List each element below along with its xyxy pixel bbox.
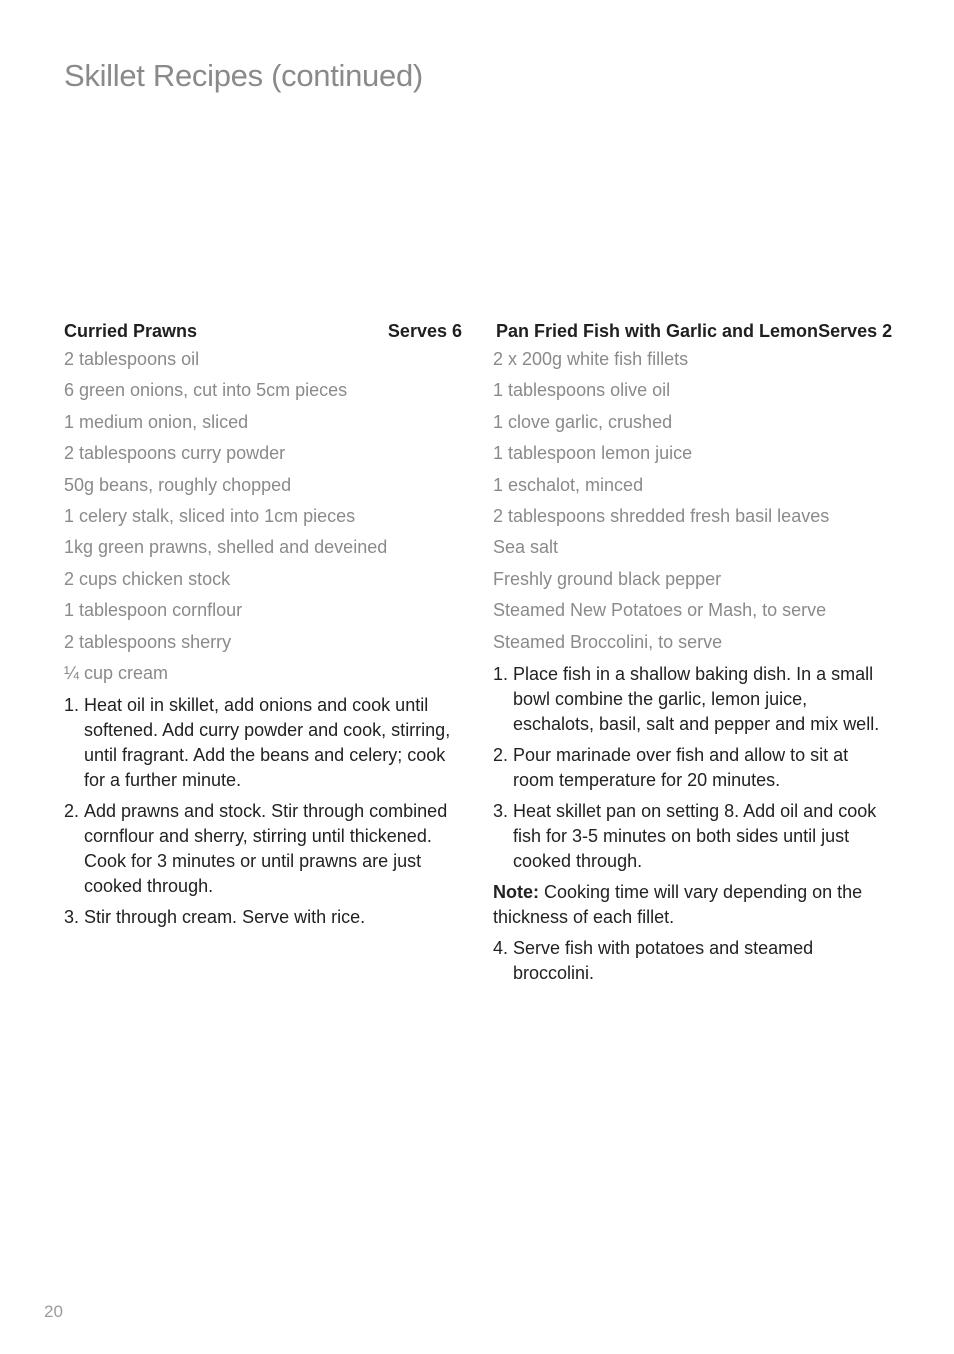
step-text: Pour marinade over fish and allow to sit at room temperature for 20 minutes. bbox=[513, 744, 849, 790]
step-number: 2. bbox=[64, 801, 80, 822]
ingredient-item: 1 celery stalk, sliced into 1cm pieces bbox=[64, 505, 356, 526]
ingredient-item: 2 tablespoons shredded fresh basil leaves bbox=[493, 505, 830, 526]
method-steps bbox=[493, 662, 891, 874]
step-number: 1. bbox=[64, 695, 80, 716]
step-text: Serve fish with potatoes and steamed broccolini. bbox=[513, 937, 814, 983]
step-text: Add prawns and stock. Stir through combined cornflour and sherry, stirring until thickened. Cook for 3 minutes or until prawns are just cooked through. bbox=[84, 801, 448, 897]
ingredient-item: 1 tablespoon lemon juice bbox=[493, 443, 693, 464]
ingredient-item: 2 cups chicken stock bbox=[64, 568, 231, 589]
step-number: 3. bbox=[493, 800, 509, 821]
method-step bbox=[64, 693, 462, 793]
ingredient-list bbox=[64, 344, 462, 689]
recipe-header bbox=[493, 318, 891, 344]
step-text: Heat oil in skillet, add onions and cook until softened. Add curry powder and cook, stirring, until fragrant. Add the beans and celery; cook for a further minute. bbox=[84, 695, 451, 791]
ingredient-item: 2 tablespoons sherry bbox=[64, 631, 232, 652]
step-number: 2. bbox=[493, 744, 509, 765]
ingredient-item: 2 tablespoons curry powder bbox=[64, 443, 286, 464]
step-text: Heat skillet pan on setting 8. Add oil and cook fish for 3-5 minutes on both sides until just cooked through. bbox=[513, 800, 877, 871]
method-step bbox=[64, 799, 462, 899]
page-title: Skillet Recipes (continued) bbox=[64, 58, 423, 93]
cooking-note bbox=[493, 880, 891, 930]
note-text: Cooking time will vary depending on the thickness of each fillet. bbox=[493, 881, 863, 927]
ingredient-list bbox=[493, 344, 891, 658]
ingredient-item: 1 tablespoon cornflour bbox=[64, 600, 243, 621]
serves-label: Serves 2 bbox=[818, 321, 893, 341]
ingredient-item: 1 tablespoons olive oil bbox=[493, 380, 671, 401]
ingredient-item: ¼ cup cream bbox=[64, 662, 169, 683]
ingredient-item: Steamed New Potatoes or Mash, to serve bbox=[493, 600, 827, 621]
method-step bbox=[493, 743, 891, 793]
ingredient-item: 1 medium onion, sliced bbox=[64, 411, 249, 432]
step-text: Place fish in a shallow baking dish. In a small bowl combine the garlic, lemon juice, eschalots, basil, salt and pepper and mix well. bbox=[513, 663, 880, 734]
method-step bbox=[64, 905, 462, 930]
ingredient-item: Steamed Broccolini, to serve bbox=[493, 631, 723, 652]
recipe-pan-fried-fish bbox=[493, 318, 891, 992]
step-number: 3. bbox=[64, 907, 80, 928]
recipe-title: Curried Prawns bbox=[64, 321, 198, 341]
ingredient-item: 1 eschalot, minced bbox=[493, 474, 644, 495]
ingredient-item: 1 clove garlic, crushed bbox=[493, 411, 673, 432]
method-step bbox=[493, 936, 891, 986]
step-number: 4. bbox=[493, 937, 509, 958]
method-steps-final bbox=[493, 936, 891, 986]
method-step bbox=[493, 662, 891, 737]
recipe-title: Pan Fried Fish with Garlic and Lemon bbox=[496, 321, 819, 341]
recipe-curried-prawns bbox=[64, 318, 462, 936]
step-text: Stir through cream. Serve with rice. bbox=[84, 907, 366, 928]
ingredient-item: Sea salt bbox=[493, 537, 559, 558]
ingredient-item: 6 green onions, cut into 5cm pieces bbox=[64, 380, 348, 401]
method-steps bbox=[64, 693, 462, 930]
method-step bbox=[493, 799, 891, 874]
note-label: Note: bbox=[493, 881, 539, 902]
ingredient-item: 50g beans, roughly chopped bbox=[64, 474, 292, 495]
recipe-header bbox=[64, 318, 462, 344]
ingredient-item: 1kg green prawns, shelled and deveined bbox=[64, 537, 388, 558]
ingredient-item: 2 tablespoons oil bbox=[64, 349, 200, 369]
step-number: 1. bbox=[493, 663, 509, 684]
ingredient-item: 2 x 200g white fish fillets bbox=[493, 349, 689, 369]
page-number: 20 bbox=[44, 1302, 63, 1321]
ingredient-item: Freshly ground black pepper bbox=[493, 568, 722, 589]
serves-label: Serves 6 bbox=[387, 321, 462, 341]
